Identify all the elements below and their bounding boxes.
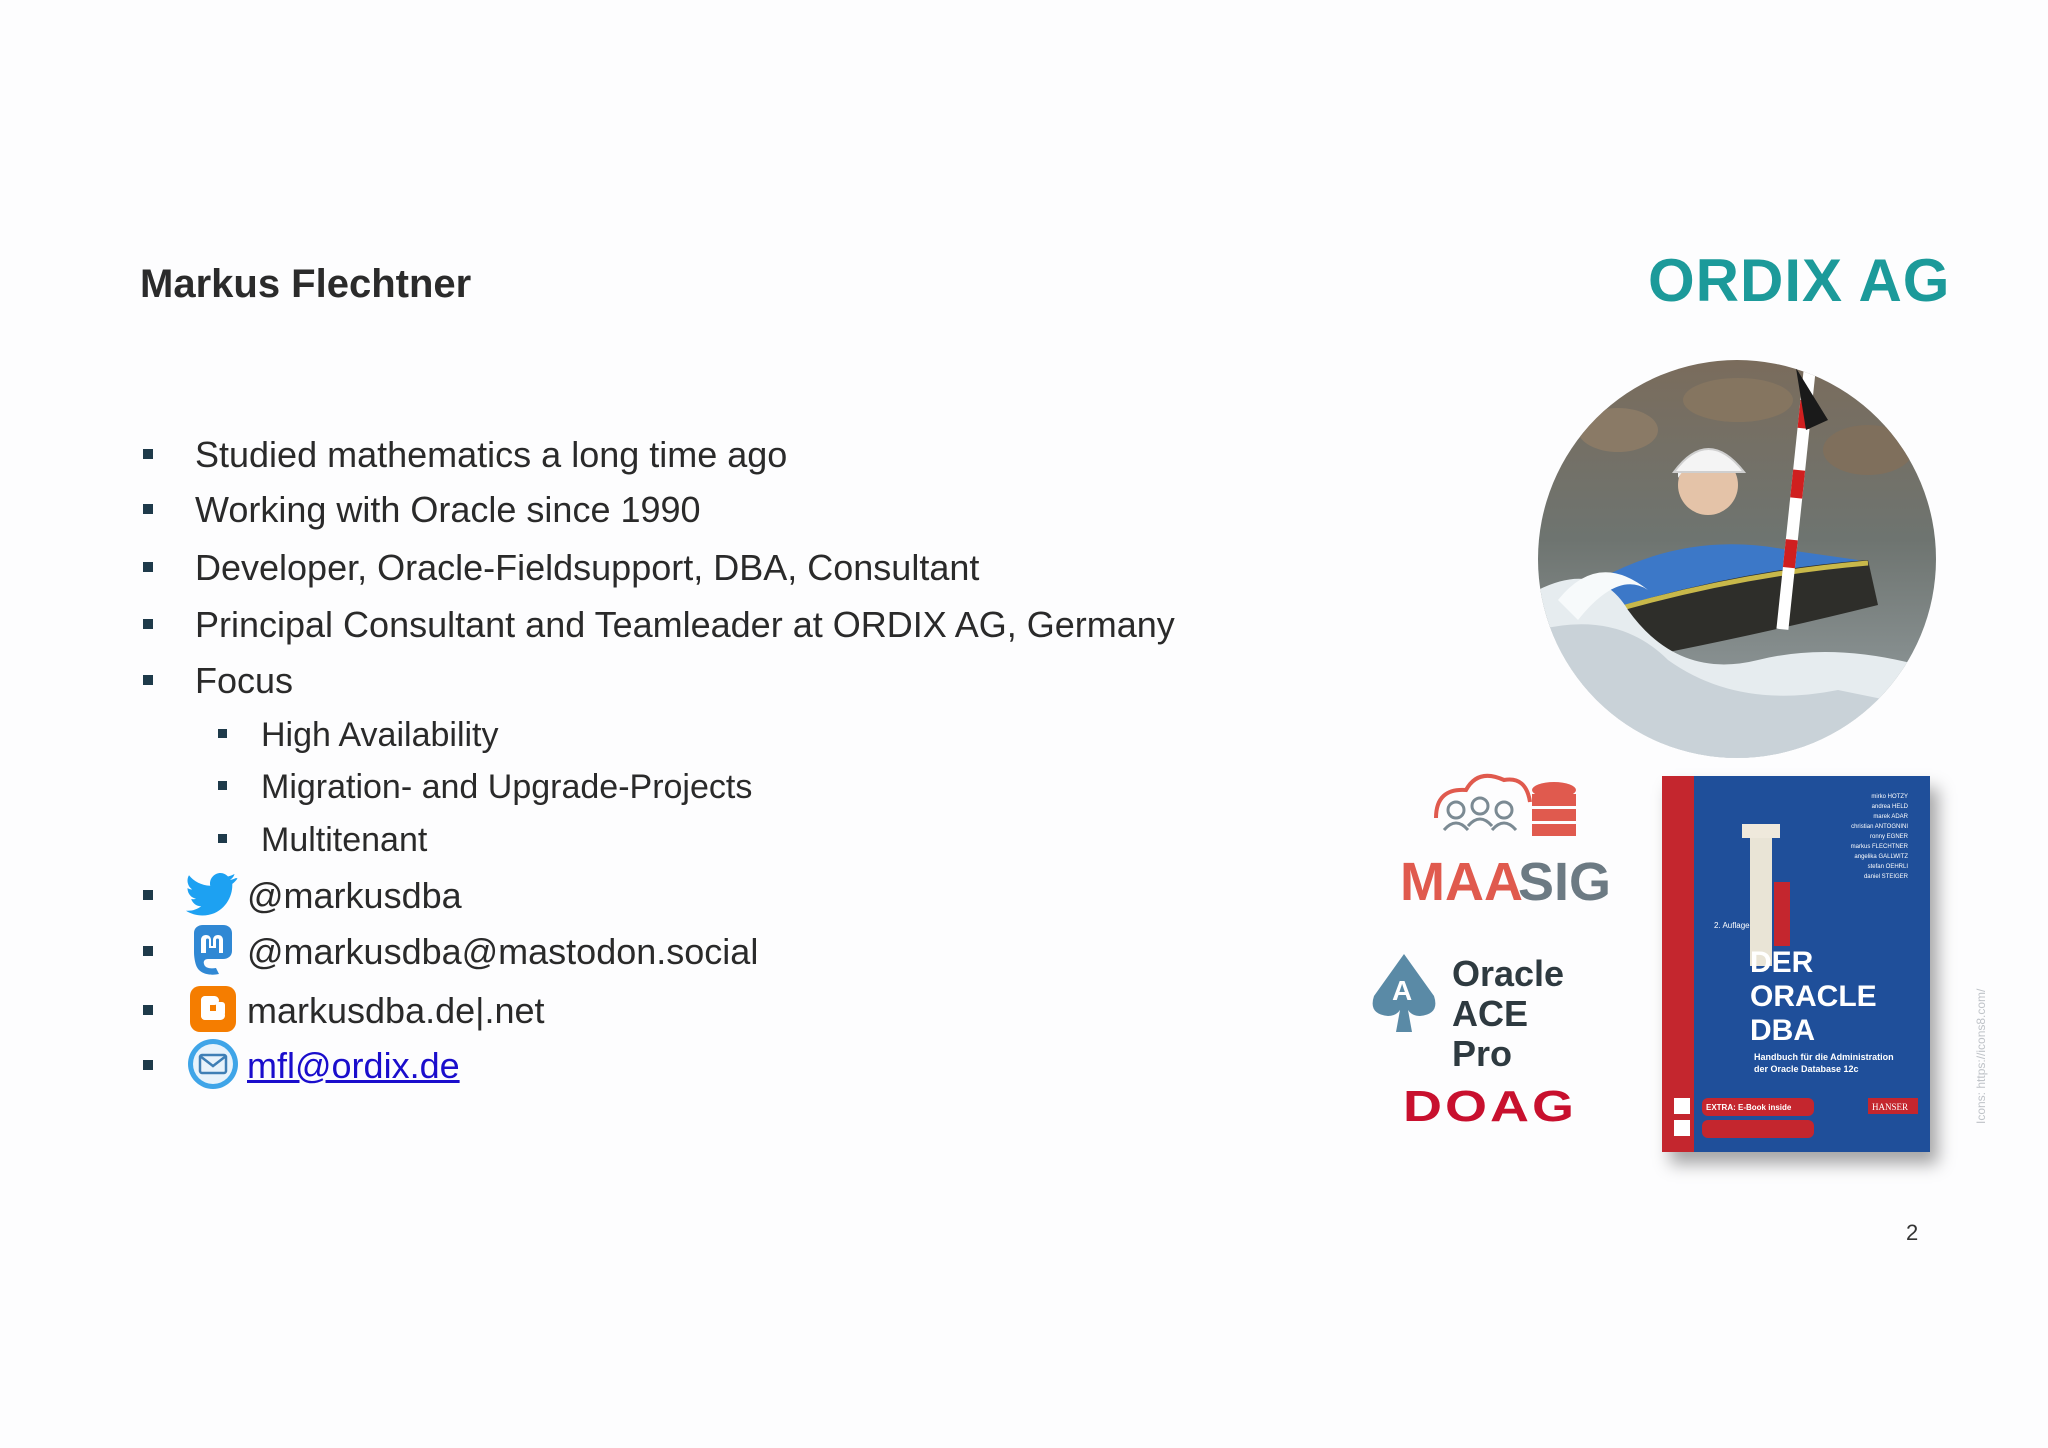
book-author: andrea HELD bbox=[1871, 804, 1908, 810]
svg-text:A: A bbox=[1392, 975, 1413, 1006]
bullet-marker bbox=[143, 1005, 153, 1015]
bullet-text: Studied mathematics a long time ago bbox=[195, 434, 788, 475]
book-author: christian ANTOGNINI bbox=[1851, 824, 1908, 830]
book-title-1: DER bbox=[1750, 946, 1814, 979]
book-extra: EXTRA: E-Book inside bbox=[1706, 1103, 1792, 1112]
doag-logo: DOAG bbox=[1403, 1082, 1577, 1131]
maasig-ma-text: MAA bbox=[1400, 852, 1523, 912]
ace-spade-icon bbox=[1368, 950, 1440, 1036]
icons-credit: Icons: https://icons8.com/ bbox=[1974, 988, 1988, 1124]
maasig-logo bbox=[1396, 768, 1626, 918]
bullet-text: Multitenant bbox=[261, 821, 428, 859]
bullet-marker bbox=[143, 1060, 153, 1070]
blogger-icon bbox=[186, 982, 240, 1036]
kayak-photo bbox=[1538, 360, 1936, 758]
bullet-text: Migration- and Upgrade-Projects bbox=[261, 768, 753, 806]
bullet-marker bbox=[143, 619, 153, 629]
bullet-marker bbox=[218, 834, 227, 843]
mastodon-handle[interactable]: @markusdba@mastodon.social bbox=[247, 931, 759, 972]
book-author: daniel STEIGER bbox=[1863, 874, 1908, 880]
email-link[interactable]: mfl@ordix.de bbox=[247, 1045, 460, 1086]
mastodon-icon bbox=[186, 923, 240, 977]
book-author: ronny EGNER bbox=[1869, 834, 1908, 840]
bullet-marker bbox=[218, 781, 227, 790]
maasig-sig-text: SIG bbox=[1518, 852, 1612, 912]
book-subtitle-2: der Oracle Database 12c bbox=[1754, 1064, 1859, 1074]
bullet-text: High Availability bbox=[261, 716, 499, 754]
bullet-marker bbox=[143, 890, 153, 900]
bullet-marker bbox=[143, 504, 153, 514]
ordix-logo: ORDIX AG bbox=[1648, 247, 1951, 314]
book-title-3: DBA bbox=[1750, 1014, 1815, 1047]
profile-photo bbox=[1538, 360, 1936, 758]
book-subtitle-1: Handbuch für die Administration bbox=[1754, 1052, 1894, 1062]
bullet-text: Working with Oracle since 1990 bbox=[195, 489, 701, 530]
book-author: marek ADAR bbox=[1873, 814, 1908, 820]
book-author: mirko HOTZY bbox=[1871, 794, 1908, 800]
book-edition: 2. Auflage bbox=[1714, 921, 1750, 930]
twitter-icon bbox=[186, 867, 240, 921]
book-cover bbox=[1662, 776, 1930, 1152]
bullet-text: Principal Consultant and Teamleader at ORDIX AG, Germany bbox=[195, 604, 1175, 645]
bullet-marker bbox=[143, 449, 153, 459]
bullet-text: Focus bbox=[195, 660, 294, 701]
bullet-marker bbox=[143, 946, 153, 956]
slide-title: Markus Flechtner bbox=[140, 262, 472, 306]
ace-title: Oracle ACE bbox=[1452, 953, 1565, 1034]
bullet-marker bbox=[218, 729, 227, 738]
bullet-marker bbox=[143, 562, 153, 572]
book-author: markus FLECHTNER bbox=[1850, 844, 1908, 850]
book-title-2: ORACLE bbox=[1750, 980, 1877, 1013]
blog-url[interactable]: markusdba.de|.net bbox=[247, 990, 545, 1031]
bullet-text: Developer, Oracle-Fieldsupport, DBA, Consultant bbox=[195, 547, 980, 588]
twitter-handle[interactable]: @markusdba bbox=[247, 875, 462, 916]
oracle-ace-logo bbox=[1368, 950, 1648, 1074]
book-author: stefan OEHRLI bbox=[1867, 864, 1908, 870]
book-author: angelika GALLWITZ bbox=[1854, 854, 1908, 860]
book-publisher: HANSER bbox=[1872, 1102, 1909, 1112]
ace-level: Pro bbox=[1452, 1033, 1513, 1074]
mail-icon bbox=[186, 1037, 240, 1091]
bullet-marker bbox=[143, 675, 153, 685]
page-number: 2 bbox=[1906, 1220, 1919, 1245]
